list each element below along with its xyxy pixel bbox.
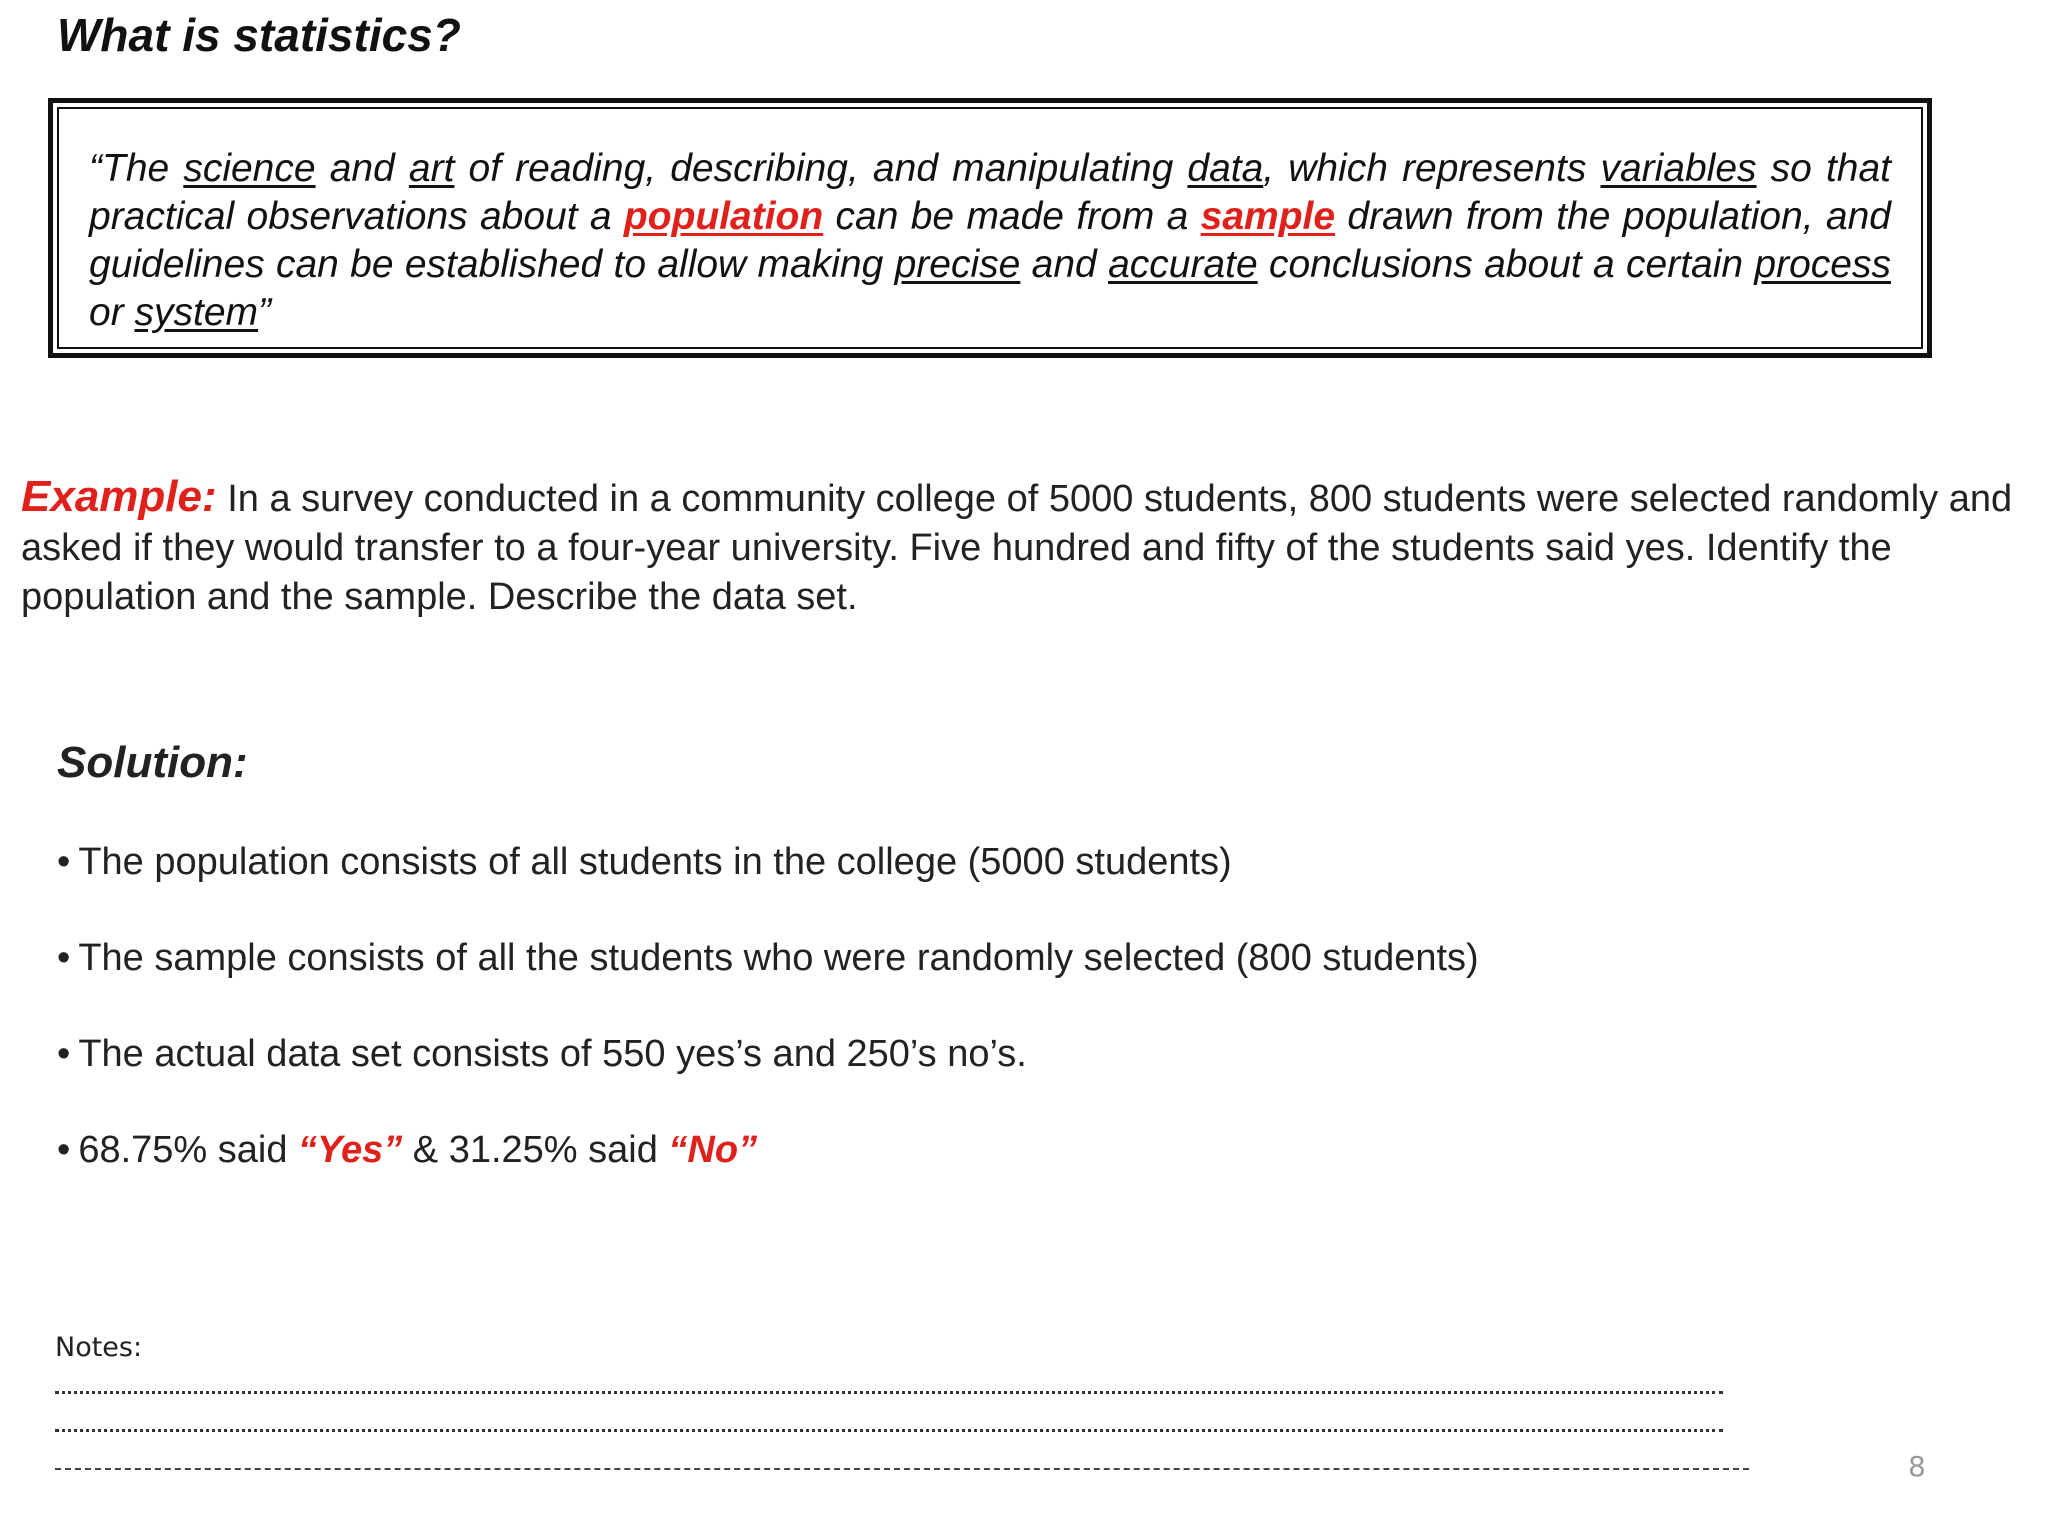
- bullet-dot: •: [57, 841, 71, 883]
- solution-list: [57, 838, 1479, 1222]
- term-variables: variables: [1600, 147, 1757, 190]
- list-item: [57, 1126, 1479, 1222]
- solution-heading: Solution:: [57, 738, 248, 787]
- term-science: science: [183, 147, 316, 190]
- open-quote: “: [89, 147, 102, 190]
- def-word: so that practical observations about a: [89, 147, 1892, 238]
- percent-no-text: & 31.25% said: [412, 1129, 658, 1171]
- notes-dotted-line: [55, 1429, 1723, 1432]
- def-word: , which represents: [1263, 147, 1587, 190]
- list-item: [57, 838, 1479, 934]
- def-word: of reading, describing, and manipulating: [468, 147, 1174, 190]
- notes-dotted-line: [55, 1391, 1723, 1394]
- close-quote: ”: [258, 291, 272, 334]
- yes-label: “Yes”: [298, 1129, 403, 1171]
- definition-inner-border: [57, 107, 1923, 349]
- def-word: conclusions about a certain: [1268, 243, 1744, 286]
- term-art: art: [408, 147, 455, 190]
- bullet-dot: •: [57, 1129, 71, 1171]
- list-item-text: The actual data set consists of 550 yes’s and 250’s no’s.: [78, 1033, 1027, 1075]
- def-word: drawn from the population, and guidelines can be established to allow making: [89, 195, 1891, 286]
- notes-dashed-line: [55, 1468, 1749, 1470]
- page-title: What is statistics?: [57, 9, 461, 61]
- term-process: process: [1754, 243, 1891, 286]
- list-item-text: The population consists of all students in the college (5000 students): [78, 841, 1232, 883]
- notes-label: Notes:: [55, 1332, 143, 1363]
- no-label: “No”: [668, 1129, 758, 1171]
- list-item-text: The sample consists of all the students who were randomly selected (800 students): [78, 937, 1479, 979]
- bullet-dot: •: [57, 1033, 71, 1075]
- example-paragraph: [21, 472, 2031, 622]
- term-sample: sample: [1200, 195, 1336, 238]
- example-text: In a survey conducted in a community college of 5000 students, 800 students were selected randomly and asked if they would transfer to a four-year university. Five hundred and fifty of the students said yes. Identify the population and the sample. Describe the data set.: [21, 478, 2013, 618]
- term-accurate: accurate: [1108, 243, 1258, 286]
- definition-text: [89, 145, 1891, 337]
- list-item: [57, 1030, 1479, 1126]
- def-word: or: [89, 291, 124, 334]
- page-number: 8: [1908, 1450, 1926, 1483]
- def-word: and: [329, 147, 395, 190]
- def-word: can be made from a: [835, 195, 1189, 238]
- list-item: [57, 934, 1479, 1030]
- definition-box: [48, 98, 1932, 358]
- def-word: and: [1031, 243, 1097, 286]
- term-population: population: [623, 195, 824, 238]
- term-system: system: [134, 291, 259, 334]
- term-precise: precise: [894, 243, 1021, 286]
- bullet-dot: •: [57, 937, 71, 979]
- def-word: The: [102, 147, 170, 190]
- percent-yes-text: 68.75% said: [78, 1129, 288, 1171]
- example-label: Example:: [21, 472, 217, 521]
- term-data: data: [1187, 147, 1264, 190]
